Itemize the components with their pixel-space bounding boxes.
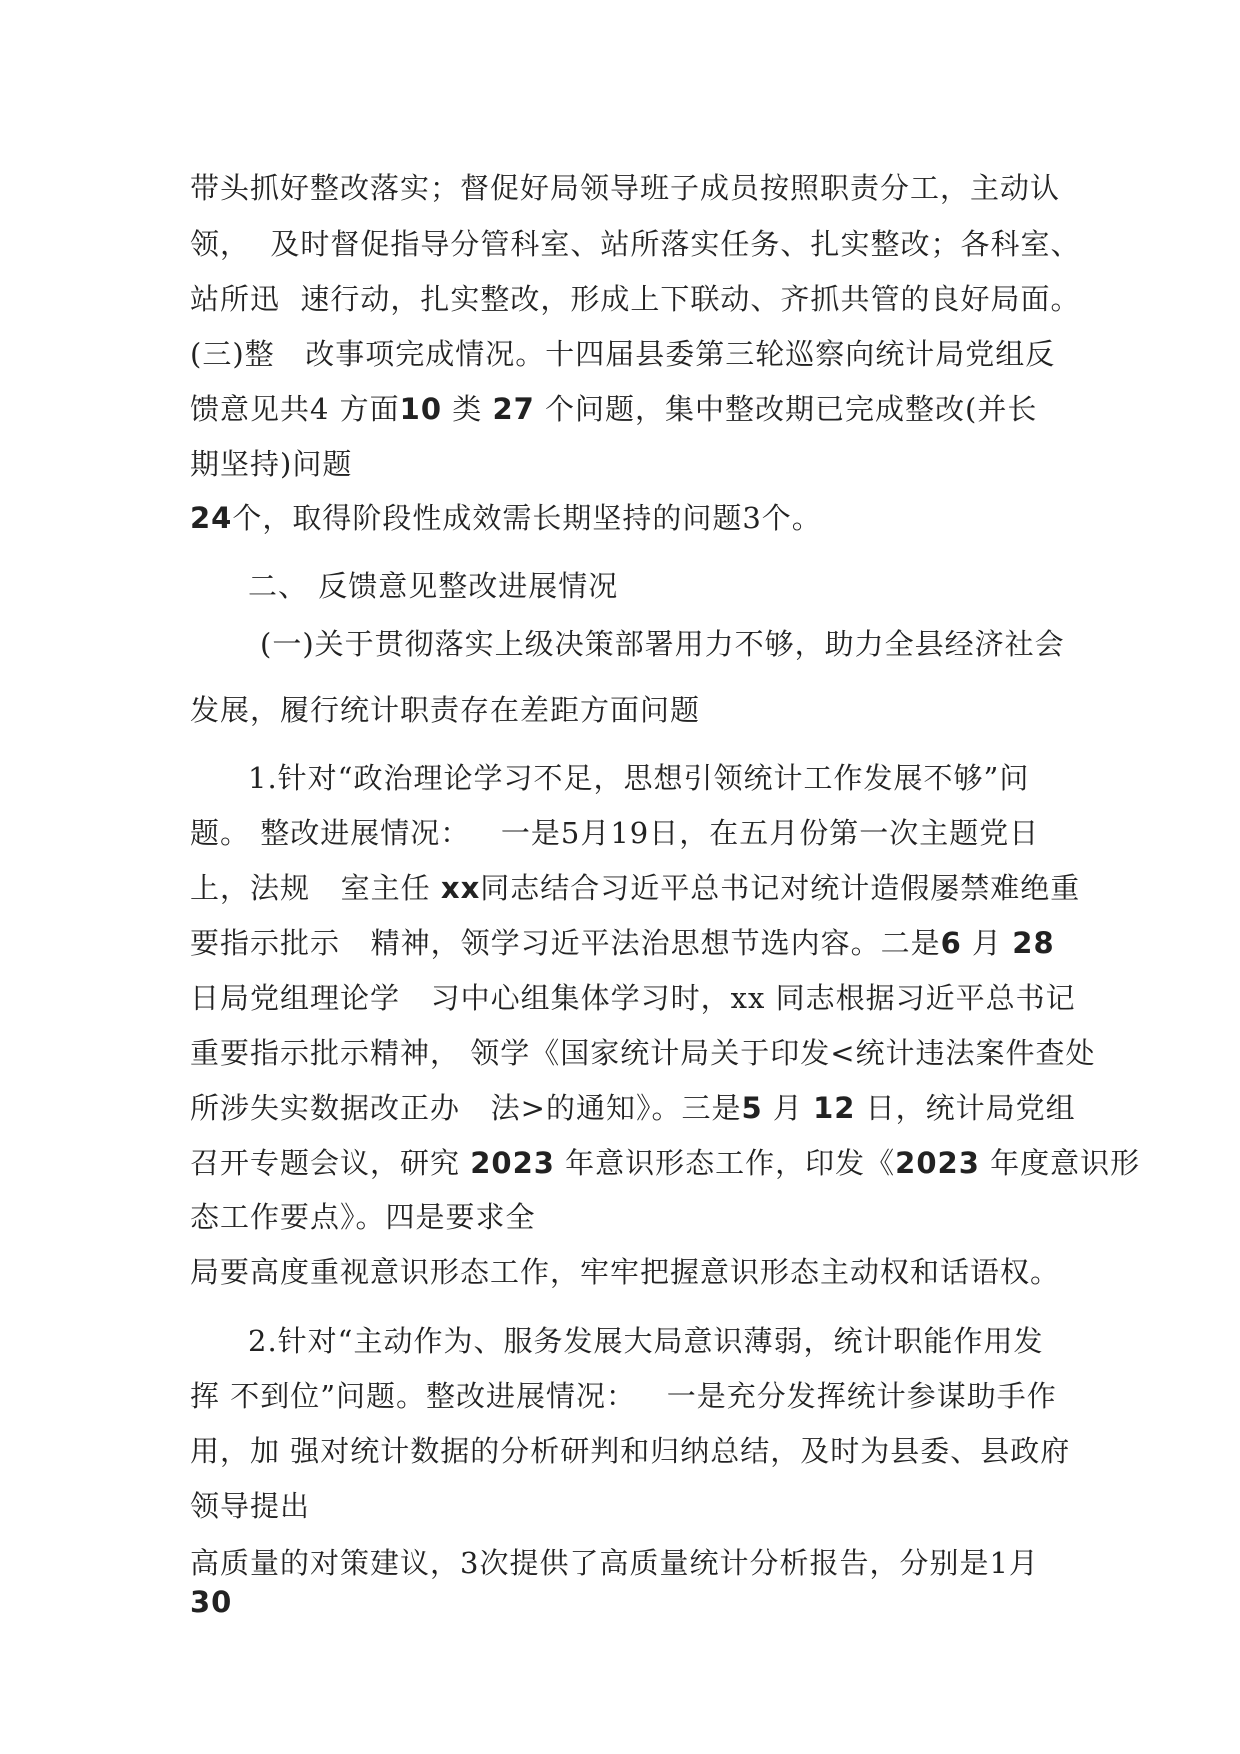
text-line: 召开专题会议，研究 2023 年意识形态工作，印发《2023 年度意识形 xyxy=(190,1146,1141,1180)
text-line: 题。 整改进展情况： 一是5月19日，在五月份第一次主题党日 xyxy=(190,816,1040,850)
text-line: 领， 及时督促指导分管科室、站所落实任务、扎实整改；各科室、 xyxy=(190,227,1081,261)
text-line: 用，加 强对统计数据的分析研判和归纳总结，及时为县委、县政府 xyxy=(190,1434,1071,1468)
text-line: 挥 不到位”问题。整改进展情况： 一是充分发挥统计参谋助手作 xyxy=(190,1379,1057,1413)
text-line: 2.针对“主动作为、服务发展大局意识薄弱，统计职能作用发 xyxy=(248,1324,1044,1358)
text-line: 日局党组理论学 习中心组集体学习时，xx 同志根据习近平总书记 xyxy=(190,981,1076,1015)
text-line: 态工作要点》。四是要求全 xyxy=(190,1200,536,1234)
text-line: 馈意见共4 方面10 类 27 个问题，集中整改期已完成整改(并长 xyxy=(190,392,1038,426)
text-line: 1.针对“政治理论学习不足，思想引领统计工作发展不够”问 xyxy=(248,761,1030,795)
text-line: 30 xyxy=(190,1585,233,1619)
text-line: 重要指示批示精神， 领学《国家统计局关于印发<统计违法案件查处 xyxy=(190,1036,1096,1070)
text-line: 站所迅 速行动，扎实整改，形成上下联动、齐抓共管的良好局面。 xyxy=(190,282,1081,316)
text-line: 高质量的对策建议，3次提供了高质量统计分析报告，分别是1月 xyxy=(190,1546,1039,1580)
text-line: 24个，取得阶段性成效需长期坚持的问题3个。 xyxy=(190,501,822,535)
section-heading: 二、 反馈意见整改进展情况 xyxy=(248,569,619,603)
text-line: 所涉失实数据改正办 法>的通知》。三是5 月 12 日，统计局党组 xyxy=(190,1091,1076,1125)
text-line: 带头抓好整改落实；督促好局领导班子成员按照职责分工，主动认 xyxy=(190,171,1061,205)
text-line: 发展，履行统计职责存在差距方面问题 xyxy=(190,693,701,727)
subsection-heading: (一)关于贯彻落实上级决策部署用力不够，助力全县经济社会 xyxy=(260,627,1065,661)
text-line: 上，法规 室主任 xx同志结合习近平总书记对统计造假屡禁难绝重 xyxy=(190,871,1081,905)
text-line: 局要高度重视意识形态工作，牢牢把握意识形态主动权和话语权。 xyxy=(190,1255,1061,1289)
text-line: (三)整 改事项完成情况。十四届县委第三轮巡察向统计局党组反 xyxy=(190,337,1056,371)
text-line: 要指示批示 精神，领学习近平法治思想节选内容。二是6 月 28 xyxy=(190,926,1055,960)
text-line: 领导提出 xyxy=(190,1489,311,1523)
text-line: 期坚持)问题 xyxy=(190,447,353,481)
